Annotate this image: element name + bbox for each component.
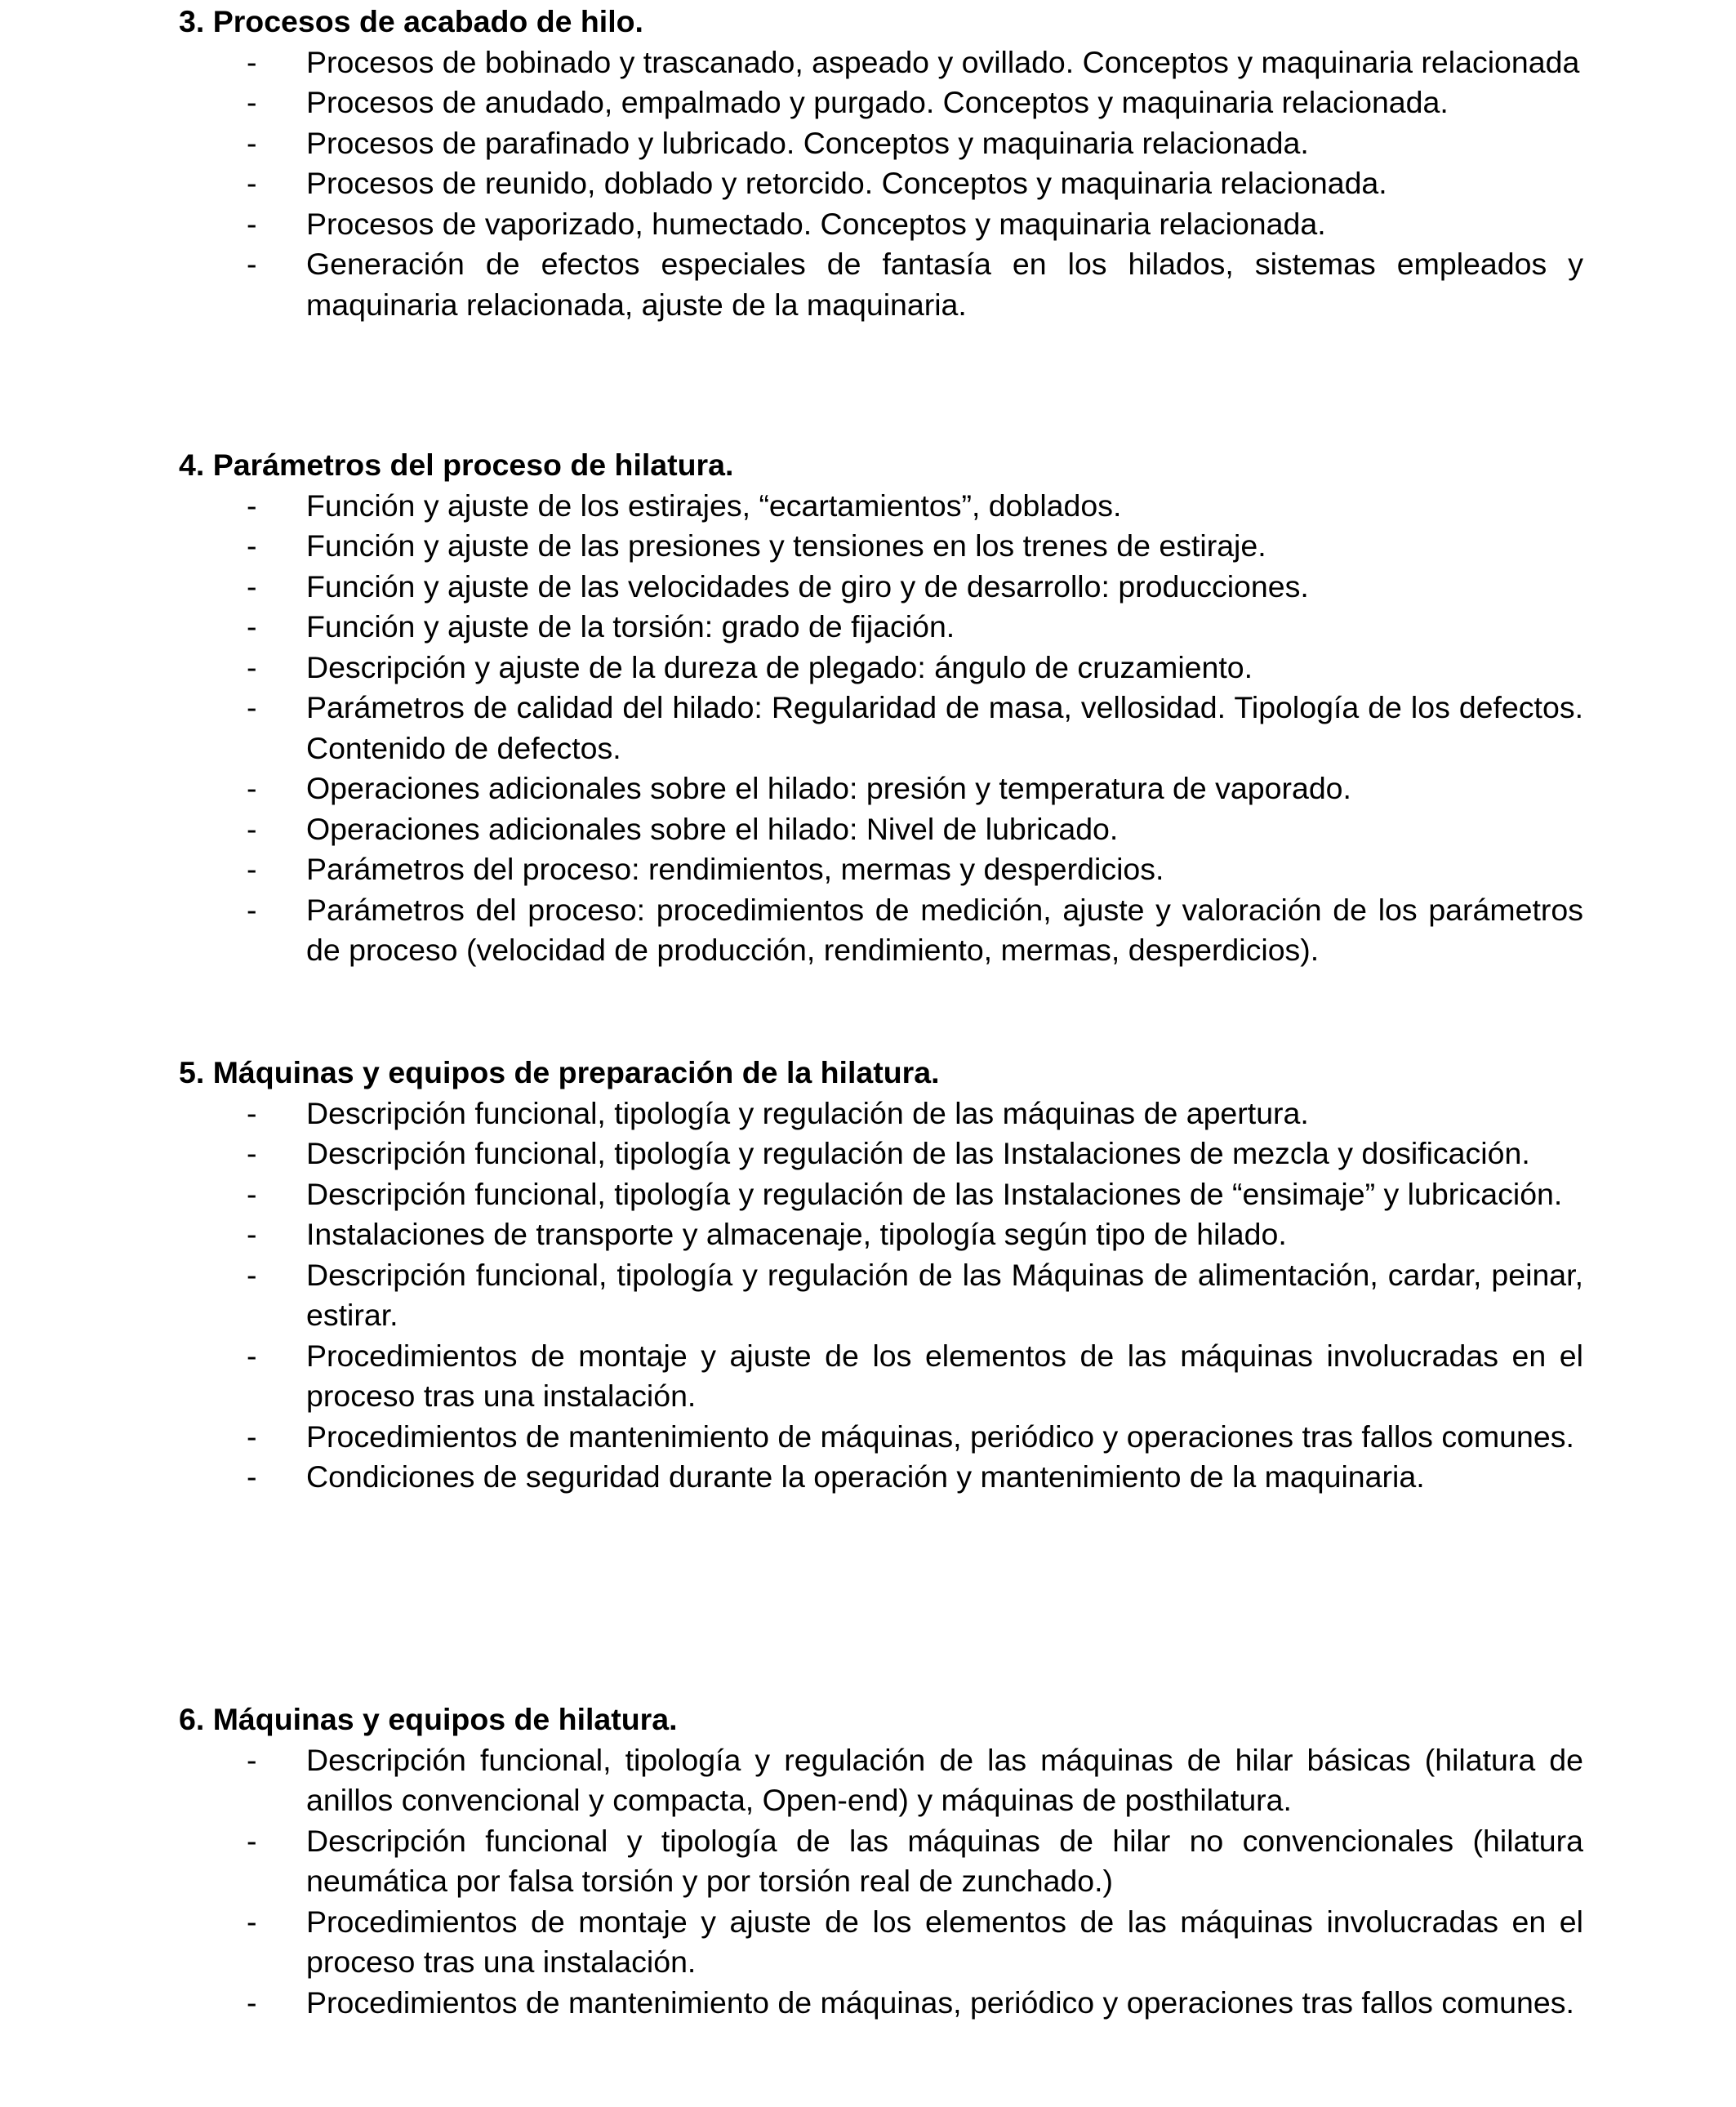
list-item-text: Descripción funcional, tipología y regulación de las Máquinas de alimentación, cardar, peinar, estirar. xyxy=(306,1257,1583,1332)
list-item xyxy=(179,1214,1583,1255)
section-preparacion-hilatura xyxy=(179,1053,1583,1498)
list-item-text: Descripción funcional, tipología y regulación de las Instalaciones de mezcla y dosificación. xyxy=(306,1136,1530,1170)
dash-bullet: - xyxy=(247,1257,257,1292)
list-item xyxy=(179,1740,1583,1821)
dash-bullet: - xyxy=(247,690,257,724)
dash-bullet: - xyxy=(247,852,257,886)
section-heading: 5. Máquinas y equipos de preparación de la hilatura. xyxy=(179,1055,940,1089)
section-acabado-de-hilo xyxy=(179,2,1583,325)
list-item xyxy=(179,42,1583,83)
dash-bullet: - xyxy=(247,568,257,604)
dash-bullet: - xyxy=(247,85,257,119)
list-item xyxy=(179,204,1583,245)
dash-bullet: - xyxy=(247,1984,257,2020)
list-item-text: Descripción y ajuste de la dureza de plegado: ángulo de cruzamiento. xyxy=(306,649,1253,684)
list-item xyxy=(179,890,1583,971)
dash-bullet: - xyxy=(247,1419,257,1454)
list-item-text: Parámetros del proceso: rendimientos, mermas y desperdicios. xyxy=(306,852,1164,886)
section-heading: 6. Máquinas y equipos de hilatura. xyxy=(179,1702,678,1736)
list-item-text: Procesos de parafinado y lubricado. Conceptos y maquinaria relacionada. xyxy=(306,125,1309,160)
list-item xyxy=(179,1902,1583,1983)
list-item-text: Procedimientos de mantenimiento de máquinas, periódico y operaciones tras fallos comunes. xyxy=(306,1984,1574,2020)
dash-bullet: - xyxy=(247,528,257,563)
dash-bullet: - xyxy=(247,1823,257,1858)
dash-bullet: - xyxy=(247,1904,257,1939)
list-item xyxy=(179,123,1583,164)
list-item xyxy=(179,1821,1583,1902)
list-item xyxy=(179,1983,1583,2024)
dash-bullet: - xyxy=(247,771,257,805)
dash-bullet: - xyxy=(247,609,257,644)
list-item xyxy=(179,163,1583,204)
section-item-list xyxy=(179,1740,1583,2024)
dash-bullet: - xyxy=(247,488,257,523)
list-item-text: Condiciones de seguridad durante la operación y mantenimiento de la maquinaria. xyxy=(306,1459,1425,1494)
dash-bullet: - xyxy=(247,125,257,160)
list-item-text: Función y ajuste de los estirajes, “ecartamientos”, doblados. xyxy=(306,488,1122,523)
list-item-text: Procesos de bobinado y trascanado, aspeado y ovillado. Conceptos y maquinaria relacionada xyxy=(306,44,1580,79)
list-item-text: Instalaciones de transporte y almacenaje, tipología según tipo de hilado. xyxy=(306,1217,1287,1251)
list-item xyxy=(179,1134,1583,1174)
list-item-text: Procedimientos de montaje y ajuste de los elementos de las máquinas involucradas en el proceso tras una instalación. xyxy=(306,1904,1583,1979)
dash-bullet: - xyxy=(247,1136,257,1170)
list-item-text: Función y ajuste de las velocidades de giro y de desarrollo: producciones. xyxy=(306,568,1309,604)
dash-bullet: - xyxy=(247,166,257,200)
list-item-text: Función y ajuste de la torsión: grado de fijación. xyxy=(306,609,955,644)
section-item-list xyxy=(179,1094,1583,1498)
list-item-text: Procesos de anudado, empalmado y purgado. Conceptos y maquinaria relacionada. xyxy=(306,85,1449,119)
list-item xyxy=(179,244,1583,325)
list-item xyxy=(179,809,1583,850)
dash-bullet: - xyxy=(247,811,257,846)
list-item xyxy=(179,1094,1583,1134)
list-item-text: Procesos de reunido, doblado y retorcido. Conceptos y maquinaria relacionada. xyxy=(306,166,1387,200)
dash-bullet: - xyxy=(247,247,257,281)
list-item xyxy=(179,1255,1583,1336)
section-item-list xyxy=(179,486,1583,971)
list-item xyxy=(179,82,1583,123)
list-item-text: Descripción funcional, tipología y regulación de las máquinas de hilar básicas (hilatura de anillos convencional y compacta, Open-end) y máquinas de posthilatura. xyxy=(306,1742,1583,1817)
dash-bullet: - xyxy=(247,44,257,79)
list-item xyxy=(179,1417,1583,1458)
list-item-text: Operaciones adicionales sobre el hilado: presión y temperatura de vaporado. xyxy=(306,771,1351,805)
dash-bullet: - xyxy=(247,1459,257,1494)
dash-bullet: - xyxy=(247,1338,257,1373)
list-item-text: Procedimientos de mantenimiento de máquinas, periódico y operaciones tras fallos comunes. xyxy=(306,1419,1574,1454)
dash-bullet: - xyxy=(247,1742,257,1777)
dash-bullet: - xyxy=(247,892,257,927)
list-item xyxy=(179,607,1583,648)
dash-bullet: - xyxy=(247,1217,257,1251)
list-item xyxy=(179,1457,1583,1498)
list-item-text: Procesos de vaporizado, humectado. Conceptos y maquinaria relacionada. xyxy=(306,206,1326,241)
list-item xyxy=(179,688,1583,768)
list-item-text: Procedimientos de montaje y ajuste de los elementos de las máquinas involucradas en el proceso tras una instalación. xyxy=(306,1338,1583,1413)
section-heading: 3. Procesos de acabado de hilo. xyxy=(179,4,643,38)
dash-bullet: - xyxy=(247,1095,257,1130)
section-parametros-hilatura xyxy=(179,445,1583,971)
list-item-text: Operaciones adicionales sobre el hilado: Nivel de lubricado. xyxy=(306,811,1119,846)
list-item xyxy=(179,526,1583,567)
list-item-text: Parámetros del proceso: procedimientos de medición, ajuste y valoración de los parámetros de proceso (velocidad de producción, rendimiento, mermas, desperdicios). xyxy=(306,892,1583,967)
list-item-text: Parámetros de calidad del hilado: Regularidad de masa, vellosidad. Tipología de los defectos. Contenido de defectos. xyxy=(306,690,1583,765)
list-item xyxy=(179,768,1583,809)
section-maquinas-hilatura xyxy=(179,1699,1583,2023)
list-item-text: Generación de efectos especiales de fantasía en los hilados, sistemas empleados y maquinaria relacionada, ajuste de la maquinaria. xyxy=(306,247,1583,322)
list-item-text: Descripción funcional, tipología y regulación de las máquinas de apertura. xyxy=(306,1095,1309,1130)
list-item xyxy=(179,648,1583,688)
section-heading: 4. Parámetros del proceso de hilatura. xyxy=(179,448,734,482)
list-item xyxy=(179,567,1583,608)
dash-bullet: - xyxy=(247,1176,257,1211)
dash-bullet: - xyxy=(247,649,257,684)
list-item-text: Descripción funcional, tipología y regulación de las Instalaciones de “ensimaje” y lubricación. xyxy=(306,1176,1563,1211)
list-item xyxy=(179,1336,1583,1417)
section-item-list xyxy=(179,42,1583,326)
list-item-text: Descripción funcional y tipología de las máquinas de hilar no convencionales (hilatura neumática por falsa torsión y por torsión real de zunchado.) xyxy=(306,1823,1583,1898)
dash-bullet: - xyxy=(247,206,257,241)
list-item xyxy=(179,849,1583,890)
list-item xyxy=(179,1174,1583,1215)
list-item xyxy=(179,486,1583,527)
list-item-text: Función y ajuste de las presiones y tensiones en los trenes de estiraje. xyxy=(306,528,1266,563)
